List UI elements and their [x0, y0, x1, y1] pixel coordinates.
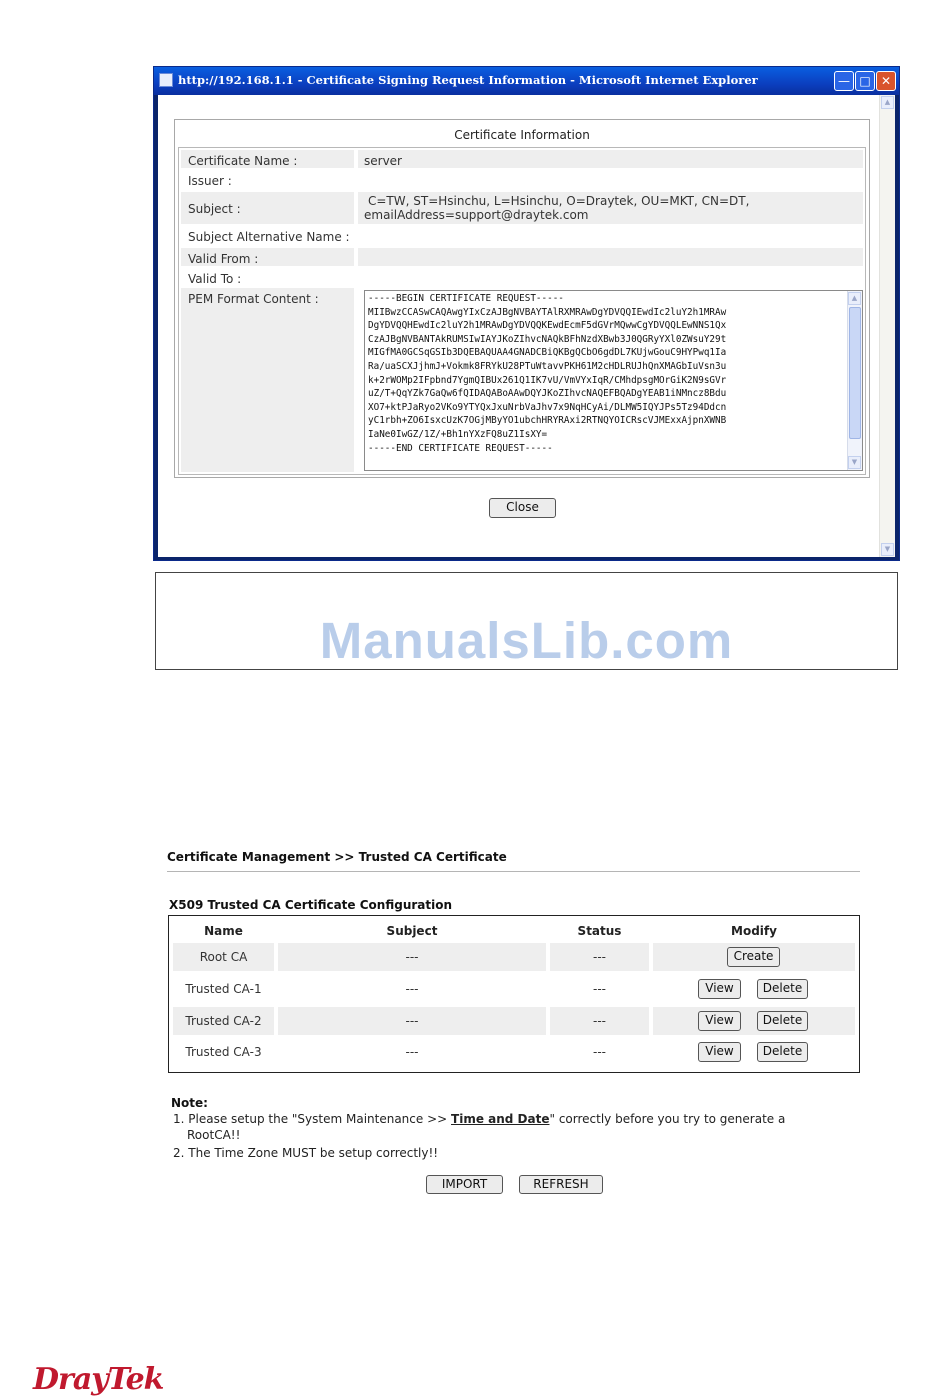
divider — [167, 871, 860, 872]
column-header-modify: Modify — [731, 924, 777, 938]
ie-page-icon — [159, 73, 173, 87]
window-titlebar[interactable] — [154, 67, 899, 95]
subject-line-1: C=TW, ST=Hsinchu, L=Hsinchu, O=Draytek, OU=MKT, CN=DT, — [368, 194, 750, 208]
subject-line-2: emailAddress=support@draytek.com — [364, 208, 589, 222]
draytek-logo: DrayTek — [33, 1362, 164, 1397]
scroll-down-icon[interactable]: ▼ — [881, 543, 894, 556]
ca-name: Trusted CA-2 — [173, 1007, 274, 1035]
note-item-2: 2. The Time Zone MUST be setup correctly!! — [173, 1146, 439, 1160]
note-item-1-cont: RootCA!! — [187, 1128, 241, 1142]
create-button[interactable]: Create — [727, 947, 780, 967]
watermark: ManualsLib.com — [319, 612, 734, 669]
close-icon[interactable]: ✕ — [876, 71, 896, 91]
delete-button[interactable]: Delete — [757, 979, 808, 999]
field-row-pem — [181, 288, 863, 472]
certificate-info-heading: Certificate Information — [454, 128, 590, 142]
column-header-status: Status — [577, 924, 622, 938]
ca-modify — [653, 943, 855, 971]
time-and-date-link[interactable]: Time and Date — [451, 1112, 550, 1126]
field-value — [358, 192, 863, 224]
scroll-up-icon[interactable]: ▲ — [881, 96, 894, 109]
field-row-issuer — [181, 170, 863, 190]
ca-name: Trusted CA-1 — [185, 982, 262, 996]
field-value — [358, 226, 863, 246]
window-scrollbar[interactable] — [879, 95, 895, 557]
ca-modify — [653, 1007, 855, 1035]
note-text: " correctly before you try to generate a — [549, 1112, 786, 1126]
pem-text: -----BEGIN CERTIFICATE REQUEST----- MIIBwzCCASwCAQAwgYIxCzAJBgNVBAYTAlRXMRAwDgYDVQQIEwdIc2luY2h1MRAw DgYDVQQHEwdIc2luY2h1MRAwDgYDVQQKEwdEcmF5dGVrMQwwCgYDVQQLEwNNS1Qx CzAJBgNVBANTAkRUMSIwIAYJKoZIhvcNAQkBFhNzdXBwb3J0QGRyYXl0ZWsuY29t MIGfMA0GCSqGSIb3DQEBAQUAA4GNADCBiQKBgQCbO6gdDL7KUjwGouC9HYPwq1Ia Ra/uaSCXJjhmJ+Vokmk8FRYkU28PTuWtavvPKH61M2cHDLRUJhQnXMAGbIuVsn3u k+2rWOMp2IFpbnd7YgmQIBUx261Q1IK7vU/VmVYxIqR/CMhdpsgMOrGiK2N9sGVr uZ/T+QqYZk7GaQw6fQIDAQABoAAwDQYJKoZIhvcNAQEFBQADgYEAB1iNMncz8Bdu XO7+ktPJaRyo2VKo9YTYQxJxuNrbVaJhv7x9NqHCyAi/DLMW5IQYJPs5Tz94Ddcn yC1rbh+ZO6IsxcUzK7OGjMByYO1ubchHRYRAxi2RTNQYOICRscVJMExxAjpnXWNB IaNe0IwGZ/1Z/+Bh1nYXzFQ8uZ1IsXY= -----END CERTIFICATE REQUEST----- — [368, 293, 727, 454]
ca-name: Root CA — [173, 943, 274, 971]
field-value — [358, 248, 863, 266]
refresh-button[interactable]: REFRESH — [519, 1175, 603, 1194]
certificate-fields — [178, 147, 866, 475]
view-button[interactable]: View — [698, 1011, 741, 1031]
field-row-subject-alt-name — [181, 226, 863, 246]
table-row — [173, 943, 855, 971]
ca-subject: --- — [405, 982, 419, 996]
ca-status: --- — [593, 982, 606, 996]
scroll-thumb[interactable] — [849, 307, 861, 439]
note-title: Note: — [171, 1096, 208, 1110]
close-button[interactable]: Close — [489, 498, 556, 518]
maximize-icon[interactable]: □ — [855, 71, 875, 91]
field-label: Valid To : — [188, 272, 242, 286]
ca-modify — [653, 975, 855, 1003]
field-row-certificate-name — [181, 150, 863, 168]
ca-status: --- — [550, 1007, 649, 1035]
section-title: X509 Trusted CA Certificate Configuration — [169, 898, 453, 912]
ca-name: Trusted CA-3 — [185, 1045, 262, 1059]
breadcrumb: Certificate Management >> Trusted CA Certificate — [167, 850, 507, 864]
delete-button[interactable]: Delete — [757, 1011, 808, 1031]
field-label: Valid From : — [181, 248, 354, 266]
view-button[interactable]: View — [698, 979, 741, 999]
window-client-area — [158, 95, 895, 557]
field-row-subject — [181, 192, 863, 224]
trusted-ca-table — [168, 915, 860, 1073]
ca-status: --- — [550, 943, 649, 971]
pem-content-textarea[interactable] — [364, 290, 863, 471]
note-item-1 — [173, 1112, 785, 1127]
field-label: PEM Format Content : — [181, 288, 354, 472]
ca-status: --- — [593, 1045, 606, 1059]
blank-frame — [155, 572, 898, 670]
table-row — [173, 1038, 855, 1066]
field-label: Subject Alternative Name : — [188, 230, 350, 244]
field-row-valid-to — [181, 268, 863, 288]
table-row — [173, 975, 855, 1003]
field-value: server — [358, 150, 863, 168]
scroll-up-icon[interactable]: ▲ — [848, 292, 861, 305]
table-row — [173, 1007, 855, 1035]
ca-modify — [653, 1038, 855, 1066]
field-value — [358, 288, 863, 472]
field-value — [358, 170, 863, 190]
column-header-name: Name — [204, 924, 243, 938]
certificate-info-panel — [174, 119, 870, 478]
ca-subject: --- — [405, 1045, 419, 1059]
field-label: Issuer : — [188, 174, 232, 188]
field-value — [358, 268, 863, 288]
delete-button[interactable]: Delete — [757, 1042, 808, 1062]
import-button[interactable]: IMPORT — [426, 1175, 503, 1194]
view-button[interactable]: View — [698, 1042, 741, 1062]
note-text: 1. Please setup the "System Maintenance >> — [173, 1112, 452, 1126]
window-title: http://192.168.1.1 - Certificate Signing Request Information - Microsoft Internet Explorer — [178, 73, 758, 87]
ca-subject: --- — [278, 1007, 546, 1035]
ca-subject: --- — [278, 943, 546, 971]
field-label: Certificate Name : — [181, 150, 354, 168]
field-label: Subject : — [181, 192, 354, 224]
column-header-subject: Subject — [386, 924, 438, 938]
scroll-down-icon[interactable]: ▼ — [848, 456, 861, 469]
minimize-icon[interactable]: — — [834, 71, 854, 91]
pem-scrollbar[interactable] — [847, 291, 862, 470]
field-row-valid-from — [181, 248, 863, 266]
ie-popup-window — [153, 66, 900, 561]
